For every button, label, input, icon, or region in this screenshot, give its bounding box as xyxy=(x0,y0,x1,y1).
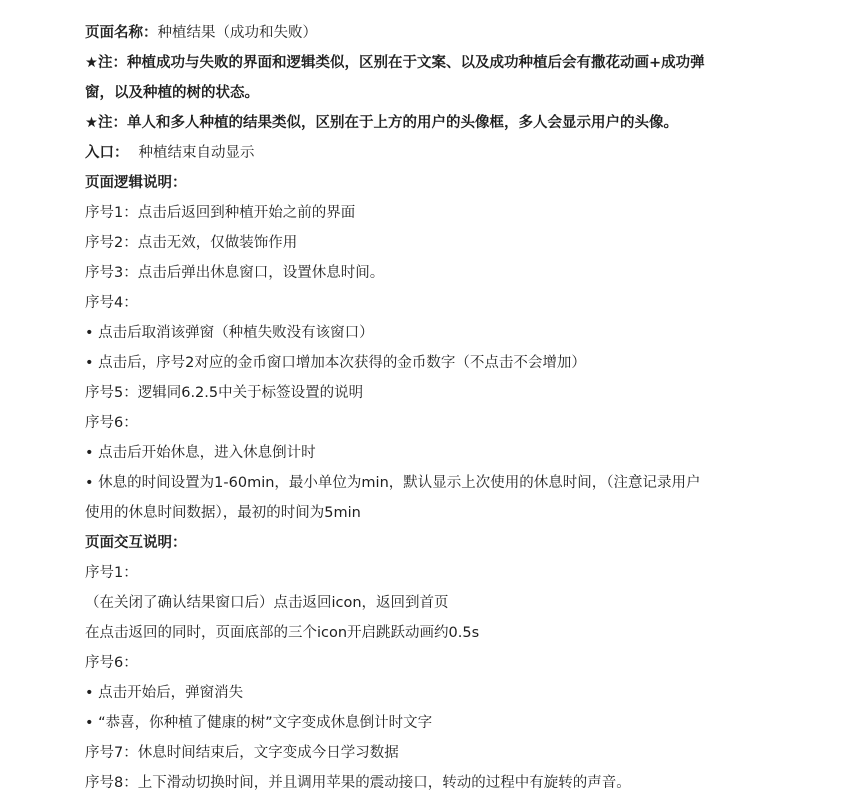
logic-item: 序号6： xyxy=(85,415,138,431)
logic-item: 序号4： xyxy=(85,295,138,311)
logic-heading: 页面逻辑说明： xyxy=(85,175,187,191)
logic-item-continuation: 使用的休息时间数据），最初的时间为5min xyxy=(85,505,361,521)
page-name-label: 页面名称： xyxy=(85,25,158,41)
logic-bullet-item: • 点击后，序号2对应的金币窗口增加本次获得的金币数字（不点击不会增加） xyxy=(85,355,586,371)
note1-line1: ★注：种植成功与失败的界面和逻辑类似，区别在于文案、以及成功种植后会有撒花动画+成功弹 xyxy=(85,55,705,71)
note1-line2: 窗，以及种植的树的状态。 xyxy=(85,85,259,101)
document-body xyxy=(85,18,845,798)
interaction-item: 序号6： xyxy=(85,655,138,671)
logic-item: 序号1：点击后返回到种植开始之前的界面 xyxy=(85,205,356,221)
logic-bullet-item: • 休息的时间设置为1-60min，最小单位为min，默认显示上次使用的休息时间，（注意记录用户 xyxy=(85,475,701,491)
interaction-bullet-item: • “恭喜，你种植了健康的树”文字变成休息倒计时文字 xyxy=(85,715,433,731)
interaction-item: 序号7：休息时间结束后，文字变成今日学习数据 xyxy=(85,745,399,761)
logic-item: 序号3：点击后弹出休息窗口，设置休息时间。 xyxy=(85,265,385,281)
interaction-item: 序号8：上下滑动切换时间，并且调用苹果的震动接口，转动的过程中有旋转的声音。 xyxy=(85,775,631,791)
entry-line xyxy=(85,138,845,168)
logic-item: 序号5：逻辑同6.2.5中关于标签设置的说明 xyxy=(85,385,364,401)
interaction-heading: 页面交互说明： xyxy=(85,535,187,551)
page-name-value: 种植结果（成功和失败） xyxy=(157,25,317,41)
logic-bullet-item: • 点击后开始休息，进入休息倒计时 xyxy=(85,445,316,461)
interaction-bullet-item: • 点击开始后，弹窗消失 xyxy=(85,685,244,701)
entry-label: 入口： xyxy=(85,145,129,161)
interaction-item: （在关闭了确认结果窗口后）点击返回icon，返回到首页 xyxy=(85,595,449,611)
note2: ★注：单人和多人种植的结果类似，区别在于上方的用户的头像框，多人会显示用户的头像。 xyxy=(85,115,678,131)
logic-bullet-item: • 点击后取消该弹窗（种植失败没有该窗口） xyxy=(85,325,374,341)
logic-item: 序号2：点击无效，仅做装饰作用 xyxy=(85,235,298,251)
interaction-item: 序号1： xyxy=(85,565,138,581)
page-name-line xyxy=(85,18,845,48)
interaction-item: 在点击返回的同时，页面底部的三个icon开启跳跃动画约0.5s xyxy=(85,625,480,641)
entry-value: 种植结束自动显示 xyxy=(138,145,255,161)
